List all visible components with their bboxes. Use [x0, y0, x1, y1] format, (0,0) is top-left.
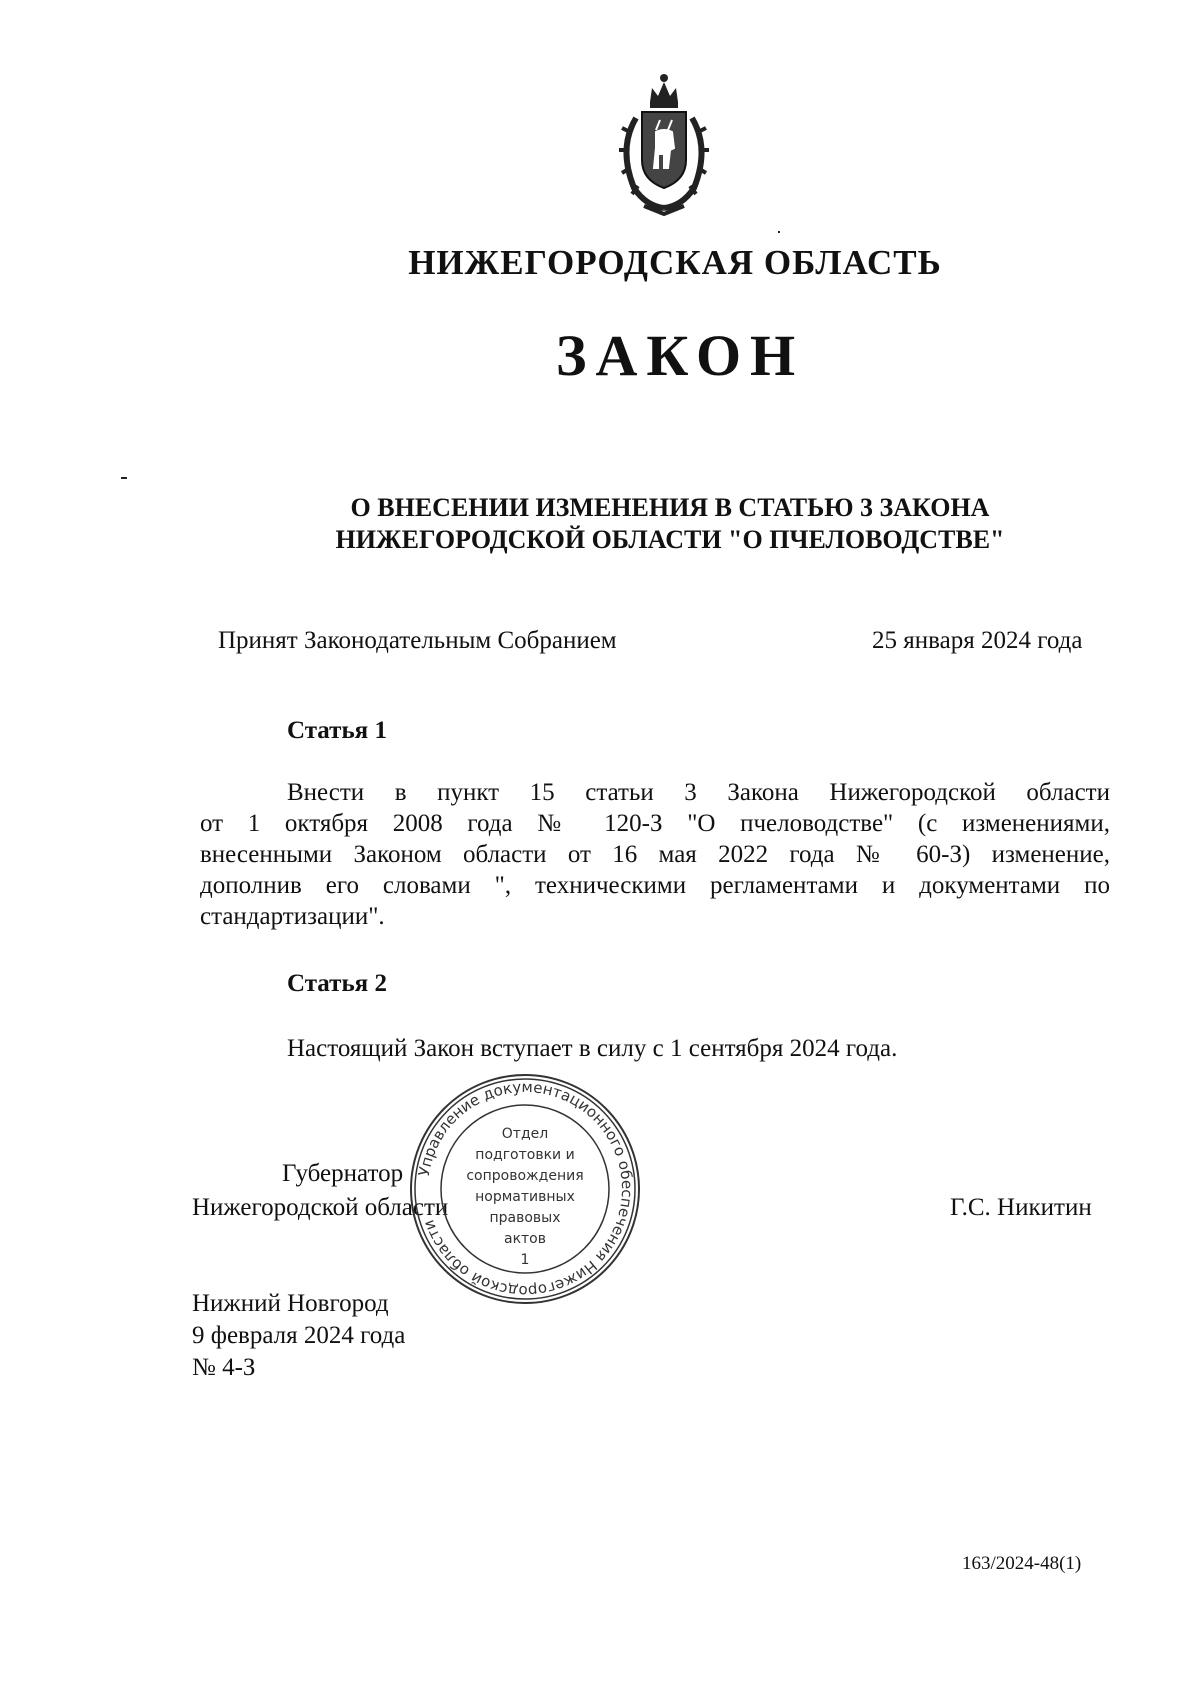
scan-speck: [778, 231, 780, 233]
stamp-line: 1: [520, 1252, 530, 1268]
region-heading: НИЖЕГОРОДСКАЯ ОБЛАСТЬ: [408, 243, 942, 282]
stamp-line: сопровождения: [466, 1168, 584, 1184]
article-1-line: внесенными Законом области от 16 мая 2022 года № 60-З) изменение,: [200, 841, 1110, 868]
law-title-line-2: НИЖЕГОРОДСКОЙ ОБЛАСТИ "О ПЧЕЛОВОДСТВЕ": [335, 525, 1005, 554]
place-and-date: [192, 1288, 405, 1384]
article-1-line: от 1 октября 2008 года № 120-З "О пчеловодстве" (с изменениями,: [200, 810, 1110, 837]
stamp-line: правовых: [489, 1210, 561, 1226]
adoption-date: 25 января 2024 года: [872, 627, 1083, 654]
law-title: [270, 492, 1070, 556]
coat-of-arms-icon: [600, 68, 728, 216]
article-1-line: Внести в пункт 15 статьи 3 Закона Нижегородской области: [287, 779, 1110, 806]
article-1-line: стандартизации".: [200, 903, 385, 930]
stamp-line: актов: [503, 1231, 547, 1247]
document-type-heading: ЗАКОН: [555, 323, 805, 388]
scan-speck: [121, 477, 127, 479]
official-stamp: [408, 1072, 642, 1306]
signing-date: 9 февраля 2024 года: [192, 1322, 406, 1349]
stamp-line: нормативных: [475, 1189, 575, 1205]
law-number: № 4-З: [192, 1354, 256, 1381]
city: Нижний Новгород: [192, 1290, 389, 1317]
law-title-line-1: О ВНЕСЕНИИ ИЗМЕНЕНИЯ В СТАТЬЮ 3 ЗАКОНА: [350, 493, 990, 522]
article-1-line: дополнив его словами ", техническими регламентами и документами по: [200, 872, 1110, 899]
adoption-label: Принят Законодательным Собранием: [218, 627, 617, 654]
article-2-text: Настоящий Закон вступает в силу с 1 сентября 2024 года.: [287, 1035, 898, 1062]
signatory-position-line-2: Нижегородской области: [192, 1194, 449, 1221]
article-2-heading: Статья 2: [287, 970, 387, 997]
article-1-heading: Статья 1: [287, 717, 387, 744]
signatory-position-line-1: Губернатор: [282, 1160, 404, 1187]
stamp-ring-text: Управление документационного обеспечения Нижегородской области: [414, 1077, 637, 1301]
signatory-name: Г.С. Никитин: [950, 1194, 1092, 1221]
document-number: 163/2024-48(1): [962, 1553, 1082, 1574]
stamp-line: Отдел: [501, 1126, 549, 1142]
stamp-line: подготовки и: [475, 1147, 575, 1163]
article-1-text: [200, 777, 1110, 932]
